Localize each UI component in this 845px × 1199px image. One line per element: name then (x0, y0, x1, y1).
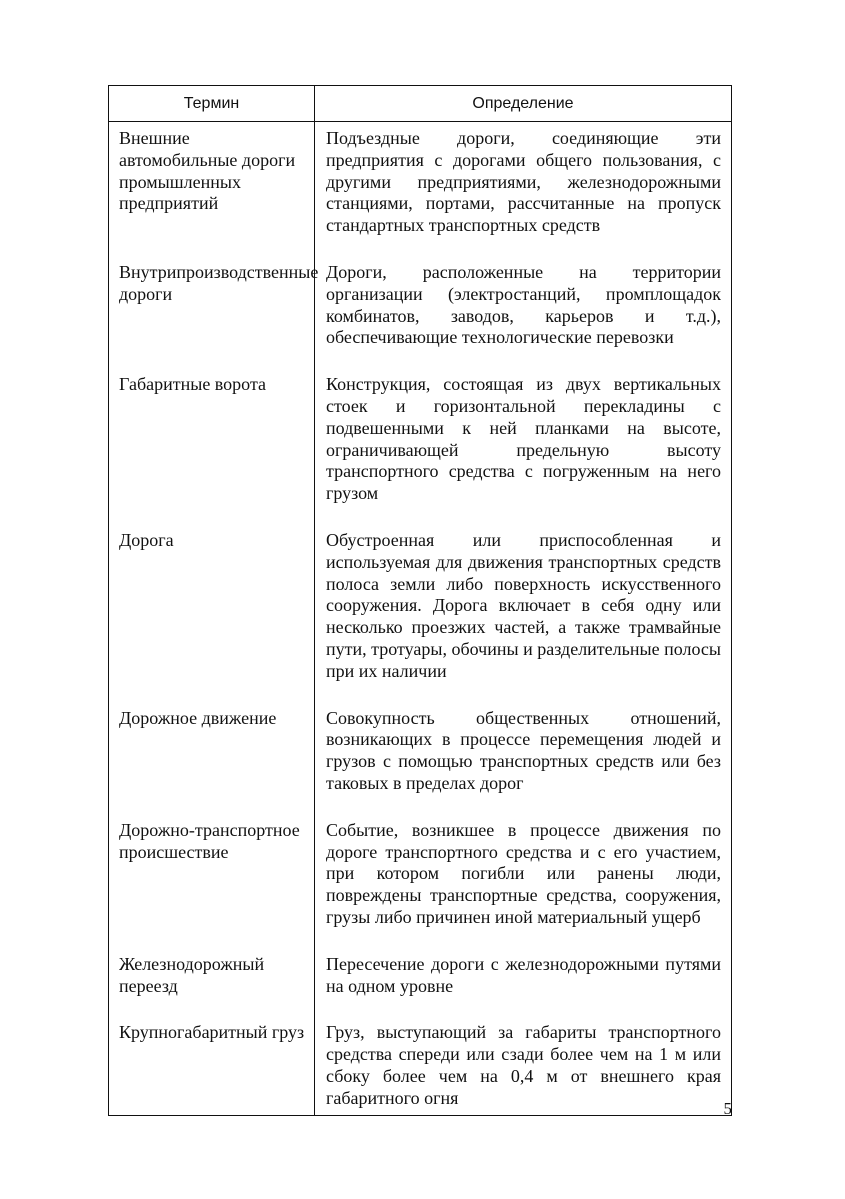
row-spacer (109, 683, 731, 704)
term-cell: Дорожное движение (109, 704, 315, 795)
term-cell: Дорога (109, 526, 315, 683)
definition-cell: Обустроенная или приспособленная и используемая для движения транспортных средств полоса земли либо поверхность искусственного сооружения. Дорога включает в себя одну или несколько проезжих частей, а также трамвайные пути, тротуары, обочины и разделительные полосы при их наличии (326, 529, 721, 681)
row-spacer (109, 237, 731, 258)
definition-cell: Совокупность общественных отношений, возникающих в процессе перемещения людей и грузов с помощью транспортных средств или без таковых в пределах дорог (326, 707, 721, 793)
definition-cell: Конструкция, состоящая из двух вертикальных стоек и горизонтальной перекладины с подвешенными к ней планками на высоте, ограничивающей предельную высоту транспортного средства с погруженным на него грузом (326, 374, 721, 504)
term-cell: Железнодорожный переезд (109, 950, 315, 998)
table-body (109, 122, 731, 1115)
definition-cell: Событие, возникшее в процессе движения по дороге транспортного средства и с его участием, при котором погибли или ранены люди, повреждены транспортные средства, сооружения, грузы либо причинен иной материальный ущерб (326, 819, 721, 927)
definition-cell: Подъездные дороги, соединяющие эти предприятия с дорогами общего пользования, с другими предприятиями, железнодорожными станциями, портами, рассчитанные на пропуск стандартных транспортных средств (326, 128, 721, 236)
definition-column-header: Определение (472, 94, 574, 112)
term-column-header: Термин (109, 86, 315, 121)
definition-cell: Дороги, расположенные на территории организации (электростанций, промплощадок комбинатов, заводов, карьеров и т.д.), обеспечивающие технологические перевозки (326, 261, 721, 348)
term-cell: Крупногабаритный груз (109, 1018, 315, 1115)
glossary-table (108, 85, 732, 1116)
term-cell: Габаритные ворота (109, 370, 315, 505)
row-spacer (109, 929, 731, 950)
term-cell: Внутрипроизводственные дороги (109, 258, 315, 349)
table-row (109, 950, 731, 998)
definition-cell: Груз, выступающий за габариты транспортного средства спереди или сзади более чем на 1 м или сбоку более чем на 0,4 м от внешнего края габаритного огня (326, 1022, 721, 1108)
table-row (109, 370, 731, 505)
definition-cell: Пересечение дороги с железнодорожными путями на одном уровне (326, 953, 721, 996)
term-cell: Дорожно-транспортное происшествие (109, 816, 315, 929)
table-row (109, 704, 731, 795)
table-header-row (109, 86, 731, 122)
row-spacer (109, 795, 731, 816)
page-number: 5 (723, 1099, 732, 1118)
term-cell: Внешние автомобильные дороги промышленных предприятий (109, 122, 315, 237)
row-spacer (109, 505, 731, 526)
table-row (109, 526, 731, 683)
table-row (109, 816, 731, 929)
row-spacer (109, 349, 731, 370)
row-spacer (109, 997, 731, 1018)
table-row (109, 122, 731, 237)
table-row (109, 258, 731, 349)
table-row (109, 1018, 731, 1115)
